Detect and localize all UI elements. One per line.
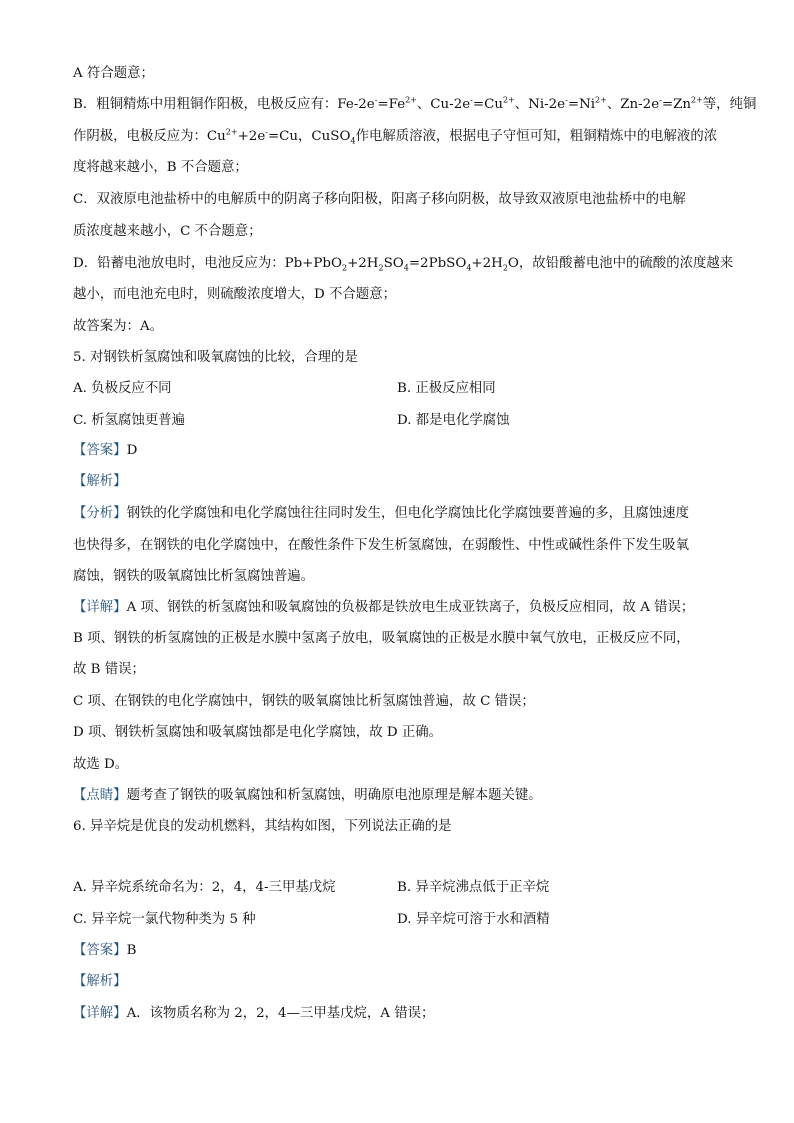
text-line: 故答案为：A。 — [73, 319, 164, 334]
text-line: A 符合题意； — [73, 66, 154, 81]
option-5b: B. 正极反应相同 — [397, 381, 496, 396]
option-6b: B. 异辛烷沸点低于正辛烷 — [397, 880, 550, 895]
text-line: 【分析】钢铁的化学腐蚀和电化学腐蚀往往同时发生，但电化学腐蚀比化学腐蚀要普遍的多，且腐蚀速度 — [73, 506, 689, 521]
analysis-label: 【解析】 — [73, 974, 127, 989]
text-line: 【详解】A．该物质名称为 2，2，4—三甲基戊烷，A 错误； — [73, 1006, 435, 1021]
text-line: D．铅蓄电池放电时，电池反应为：$Pb+PbO_2+2H_2SO_4=2PbSO_4+2H_2O$，故铅酸蓄电池中的硫酸的浓度越来 — [73, 256, 734, 273]
text-line: 故 B 错误； — [73, 662, 145, 677]
text-line: 【详解】A 项、钢铁的析氢腐蚀和吸氧腐蚀的负极都是铁放电生成亚铁离子，负极反应相同，故 A 错误； — [73, 600, 695, 615]
question-6-stem: 6. 异辛烷是优良的发动机燃料，其结构如图，下列说法正确的是 — [73, 819, 452, 834]
text-line: 故选 D。 — [73, 757, 129, 772]
answer-6: 【答案】B — [73, 943, 137, 958]
text-line: 腐蚀，钢铁的吸氧腐蚀比析氢腐蚀普遍。 — [73, 569, 315, 584]
question-5-stem: 5. 对钢铁析氢腐蚀和吸氧腐蚀的比较，合理的是 — [73, 350, 358, 365]
text-line: 也快得多，在钢铁的电化学腐蚀中，在酸性条件下发生析氢腐蚀，在弱酸性、中性或碱性条件下发生吸氧 — [73, 538, 689, 553]
option-5c: C. 析氢腐蚀更普遍 — [73, 413, 186, 428]
text-line: 越小，而电池充电时，则硫酸浓度增大，D 不合题意； — [73, 287, 396, 302]
answer-5: 【答案】D — [73, 443, 138, 458]
text-line: C 项、在钢铁的电化学腐蚀中，钢铁的吸氧腐蚀比析氢腐蚀普遍，故 C 错误； — [73, 694, 535, 709]
text-line: 作阴极，电极反应为：$Cu^{2+}+2e^-=Cu$，CuSO$_4$作电解质溶液，根据电子守恒可知，粗铜精炼中的电解液的浓 — [73, 127, 718, 146]
text-line: 【点睛】题考查了钢铁的吸氧腐蚀和析氢腐蚀，明确原电池原理是解本题关键。 — [73, 788, 542, 803]
option-6c: C. 异辛烷一氯代物种类为 5 种 — [73, 912, 256, 927]
text-line: C．双液原电池盐桥中的电解质中的阴离子移向阳极，阳离子移向阴极，故导致双液原电池盐桥中的电解 — [73, 192, 686, 207]
text-line: 质浓度越来越小，C 不合题意； — [73, 224, 262, 239]
option-6a: A. 异辛烷系统命名为：2，4，4-三甲基戊烷 — [73, 880, 336, 895]
option-6d: D. 异辛烷可溶于水和酒精 — [397, 912, 550, 927]
option-5d: D. 都是电化学腐蚀 — [397, 413, 510, 428]
analysis-label: 【解析】 — [73, 474, 127, 489]
text-line: D 项、钢铁析氢腐蚀和吸氧腐蚀都是电化学腐蚀，故 D 正确。 — [73, 725, 443, 740]
text-line: 度将越来越小，B 不合题意； — [73, 160, 248, 175]
text-line: B．粗铜精炼中用粗铜作阳极，电极反应有：$Fe-2e^-=Fe^{2+}$、$Cu-2e^-=Cu^{2+}$、$Ni-2e^-=Ni^{2+}$、$Zn-2e^-=Zn^{2+}$等，纯铜 — [73, 95, 757, 112]
text-line: B 项、钢铁的析氢腐蚀的正极是水膜中氢离子放电，吸氧腐蚀的正极是水膜中氧气放电，正极反应不同， — [73, 631, 690, 646]
option-5a: A. 负极反应不同 — [73, 381, 172, 396]
